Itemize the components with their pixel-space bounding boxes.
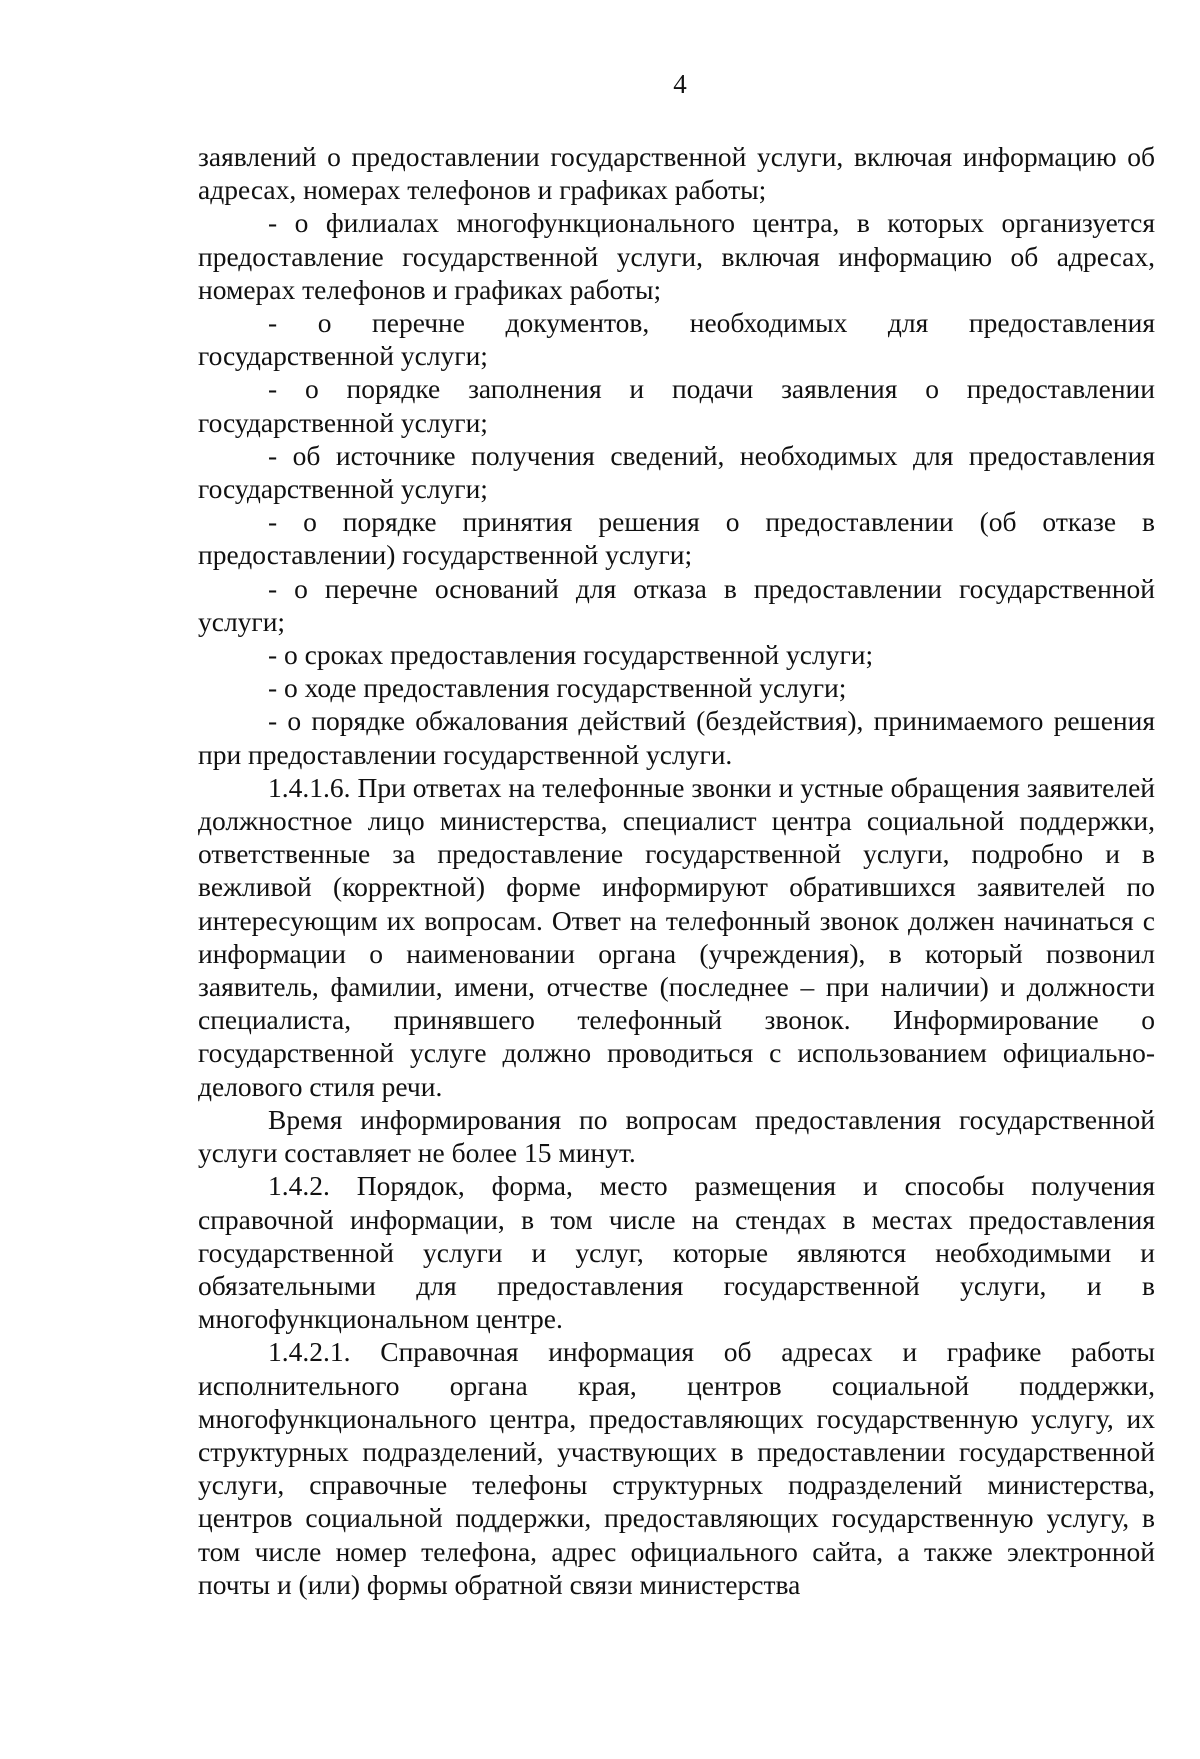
section-1-4-1-6: 1.4.1.6. При ответах на телефонные звонки и устные обращения заявителей должностное лицо министерства, специалист центра социальной поддержки, ответственные за предоставление государственной услуги, подробно и в вежливой (корректной) форме информируют обратившихся заявителей по интересующим их вопросам. Ответ на телефонный звонок должен начинаться с информации о наименовании органа (учреждения), в который позвонил заявитель, фамилии, имени, отчестве (последнее – при наличии) и должности специалиста, принявшего телефонный звонок. Информирование о государственной услуге должно проводиться с использованием официально-делового стиля речи. [198,771,1155,1102]
page-number: 4 [673,69,687,99]
list-item-mfc-branches: - о филиалах многофункционального центра, в которых организуется предоставление государственной услуги, включая информацию об адресах, номерах телефонов и графиках работы; [198,207,1155,305]
list-item-appeal-procedure: - о порядке обжалования действий (бездействия), принимаемого решения при предоставлении государственной услуги. [198,705,1155,770]
list-item-decision-procedure: - о порядке принятия решения о предоставлении (об отказе в предоставлении) государственной услуги; [198,506,1155,571]
list-item-information-source: - об источнике получения сведений, необходимых для предоставления государственной услуги; [198,439,1155,505]
list-item-service-progress: - о ходе предоставления государственной услуги; [268,672,847,704]
paragraph-continuation: заявлений о предоставлении государственной услуги, включая информацию об адресах, номерах телефонов и графиках работы; [198,141,1155,206]
list-item-service-terms: - о сроках предоставления государственной услуги; [268,639,874,671]
list-item-documents: - о перечне документов, необходимых для предоставления государственной услуги; [198,307,1155,372]
list-item-refusal-grounds: - о перечне оснований для отказа в предоставлении государственной услуги; [198,572,1155,637]
section-1-4-2-1: 1.4.2.1. Справочная информация об адресах и графике работы исполнительного органа края, центров социальной поддержки, многофункционального центра, предоставляющих государственную услугу, их структурных подразделений, участвующих в предоставлении государственной услуги, справочные телефоны структурных подразделений министерства, центров социальной поддержки, предоставляющих государственную услугу, в том числе номер телефона, адрес официального сайта, а также электронной почты и (или) формы обратной связи министерства [198,1336,1155,1600]
document-body [198,140,1155,1601]
paragraph-informing-time: Время информирования по вопросам предоставления государственной услуги составляет не более 15 минут. [198,1103,1155,1169]
section-1-4-2: 1.4.2. Порядок, форма, место размещения и способы получения справочной информации, в том числе на стендах в местах предоставления государственной услуги и услуг, которые являются необходимыми и обязательными для предоставления государственной услуги, и в многофункциональном центре. [198,1170,1155,1335]
list-item-application-procedure: - о порядке заполнения и подачи заявления о предоставлении государственной услуги; [198,373,1155,438]
